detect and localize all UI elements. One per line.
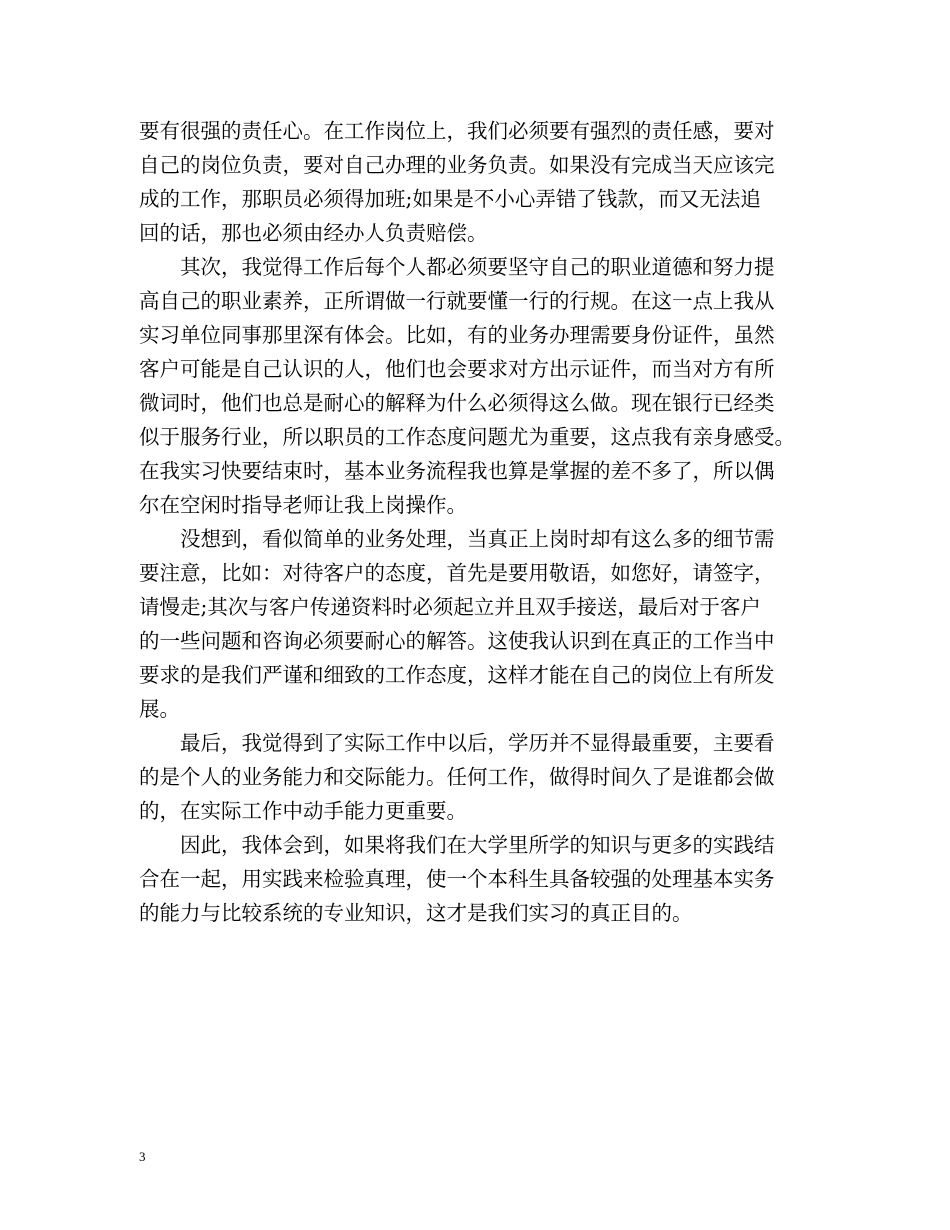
text-line: 的，在实际工作中动手能力更重要。 [139,799,467,823]
paragraph-5 [139,828,829,930]
paragraph-4 [139,726,829,828]
text-line: 似于服务行业，所以职员的工作态度问题尤为重要，这点我有亲身感受。 [139,425,795,449]
text-line: 要有很强的责任心。在工作岗位上，我们必须要有强烈的责任感，要对 [139,119,775,143]
page-number: 3 [139,1149,146,1164]
text-line: 高自己的职业素养，正所谓做一行就要懂一行的行规。在这一点上我从 [139,289,775,313]
text-line: 其次，我觉得工作后每个人都必须要坚守自己的职业道德和努力提 [180,255,775,279]
text-line: 展。 [139,697,180,721]
text-line: 在我实习快要结束时，基本业务流程我也算是掌握的差不多了，所以偶 [139,459,775,483]
text-line: 的是个人的业务能力和交际能力。任何工作，做得时间久了是谁都会做 [139,765,775,789]
text-line: 因此，我体会到，如果将我们在大学里所学的知识与更多的实践结 [180,833,775,857]
text-line: 的一些问题和咨询必须要耐心的解答。这使我认识到在真正的工作当中 [139,629,775,653]
paragraph-2 [139,250,829,522]
text-line: 实习单位同事那里深有体会。比如，有的业务办理需要身份证件，虽然 [139,323,775,347]
text-line: 回的话，那也必须由经办人负责赔偿。 [139,221,488,245]
paragraph-1 [139,114,829,250]
text-line: 合在一起，用实践来检验真理，使一个本科生具备较强的处理基本实务 [139,867,775,891]
text-line: 最后，我觉得到了实际工作中以后，学历并不显得最重要，主要看 [180,731,775,755]
text-line: 客户可能是自己认识的人，他们也会要求对方出示证件，而当对方有所 [139,357,775,381]
text-line: 成的工作，那职员必须得加班;如果是不小心弄错了钱款，而又无法追 [139,187,761,211]
text-line: 要求的是我们严谨和细致的工作态度，这样才能在自己的岗位上有所发 [139,663,775,687]
text-line: 的能力与比较系统的专业知识，这才是我们实习的真正目的。 [139,901,693,925]
text-line: 自己的岗位负责，要对自己办理的业务负责。如果没有完成当天应该完 [139,153,775,177]
text-line: 没想到，看似简单的业务处理，当真正上岗时却有这么多的细节需 [180,527,775,551]
text-line: 微词时，他们也总是耐心的解释为什么必须得这么做。现在银行已经类 [139,391,775,415]
text-line: 要注意，比如：对待客户的态度，首先是要用敬语，如您好，请签字， [139,561,775,585]
text-line: 尔在空闲时指导老师让我上岗操作。 [139,493,467,517]
paragraph-3 [139,522,829,726]
text-line: 请慢走;其次与客户传递资料时必须起立并且双手接送，最后对于客户 [139,595,761,619]
document-body [139,114,829,930]
